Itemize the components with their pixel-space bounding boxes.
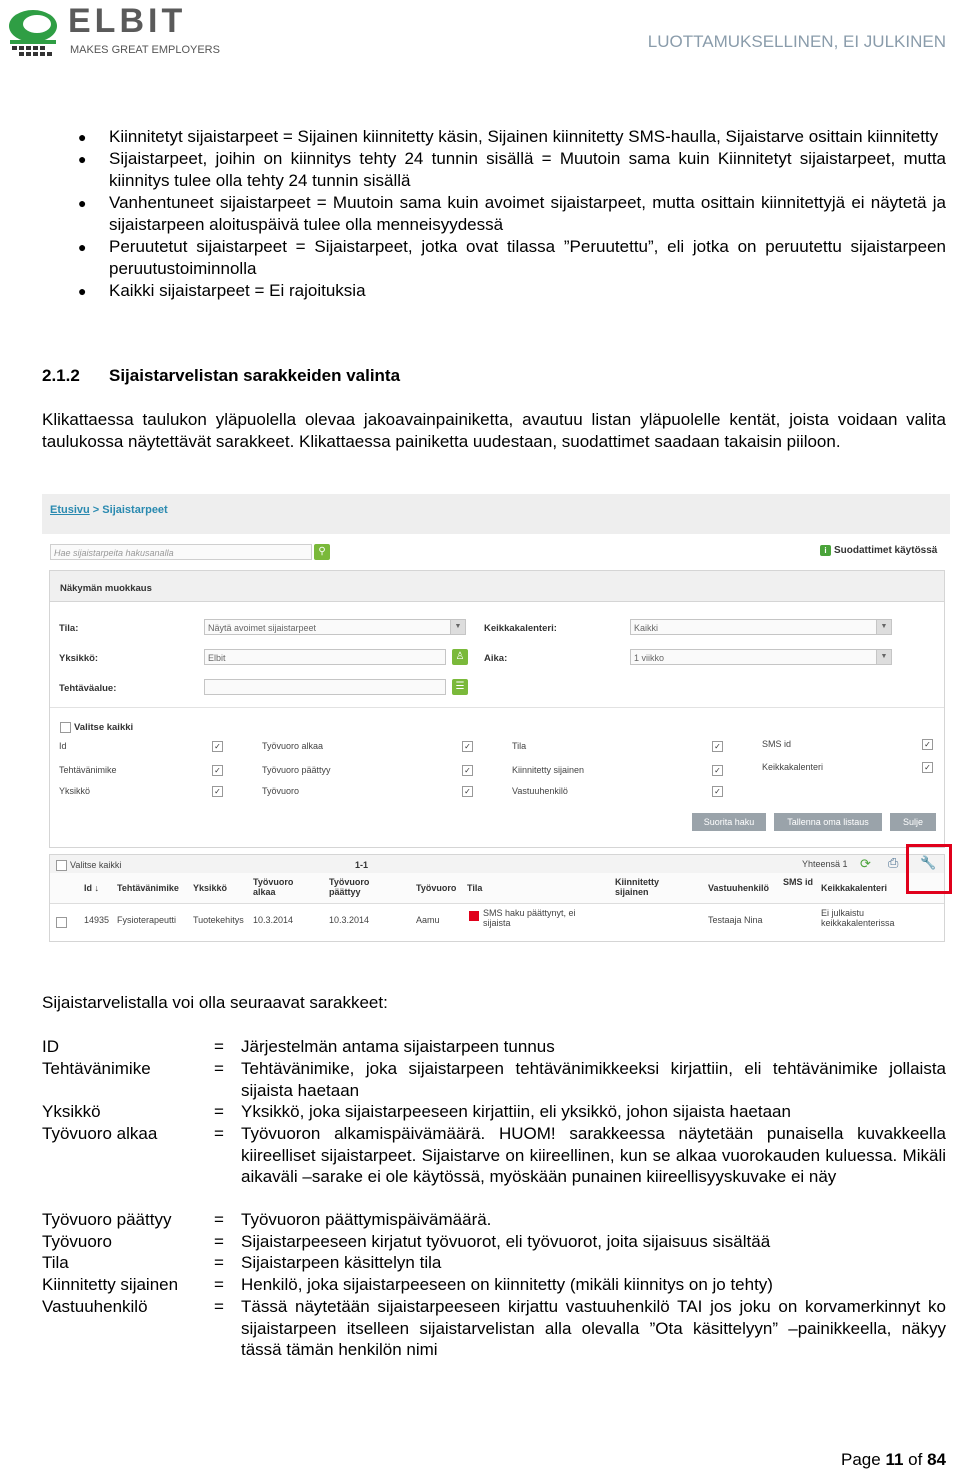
definition-term: Työvuoro	[42, 1232, 112, 1251]
definition-desc: Työvuoron alkamispäivämäärä. HUOM! sarakkeessa näytetään punaisella kuvakkeella kiireelliset sijaistarpeet. Sijaistarve on kiireellinen, kun se alkaa vuorokauden kuluessa. Mikäli aikaväli –sarake ei ole käytössä, myöskään punainen kiireellisyyskuvake ei näy	[241, 1124, 946, 1187]
column-checkbox[interactable]: ✓	[922, 762, 933, 773]
section-number: 2.1.2	[42, 366, 80, 385]
definition-desc: Tehtävänimike, joka sijaistarpeen tehtävänimikkeeksi kirjattiin, eli tehtävänimike jollaista sijaista haetaan	[241, 1059, 946, 1100]
bullet-icon: ●	[78, 129, 87, 145]
column-option-label: Yksikkö	[59, 786, 91, 796]
column-option-label: Keikkakalenteri	[762, 762, 824, 772]
page-number: Page 11 of 84	[841, 1450, 946, 1469]
bullet-list	[78, 126, 946, 302]
column-checkbox[interactable]: ✓	[462, 741, 473, 752]
elbit-logo-icon	[6, 6, 60, 60]
column-header[interactable]: SMS id	[783, 877, 814, 887]
aika-select[interactable]: 1 viikko ▼	[630, 649, 892, 665]
cell-status: SMS haku päättynyt, ei sijaista	[483, 908, 576, 928]
column-checkbox[interactable]: ✓	[212, 765, 223, 776]
cell-responsible: Testaaja Nina	[708, 915, 763, 925]
definition-term: ID	[42, 1037, 59, 1056]
column-option-label: Id	[59, 741, 67, 751]
yksikko-label: Yksikkö:	[59, 653, 99, 664]
filters-link[interactable]: i Suodattimet käytössä	[820, 545, 937, 556]
refresh-icon[interactable]: ⟳	[860, 856, 871, 871]
row-checkbox[interactable]	[56, 917, 67, 928]
search-icon[interactable]: ⚲	[314, 544, 330, 560]
column-checkbox[interactable]: ✓	[712, 786, 723, 797]
pagination: 1-1	[355, 860, 369, 870]
select-all-label: Valitse kaikki	[74, 722, 134, 733]
close-button[interactable]: Sulje	[890, 813, 936, 831]
definition-eq: =	[214, 1275, 224, 1294]
bullet-icon: ●	[78, 283, 87, 299]
cell-id: 14935	[84, 915, 110, 925]
definition-term: Yksikkö	[42, 1102, 101, 1121]
urgent-icon	[469, 911, 479, 921]
tila-label: Tila:	[59, 623, 79, 634]
definition-term: Tehtävänimike	[42, 1059, 151, 1078]
definition-term: Tila	[42, 1253, 69, 1272]
definition-desc: Tässä näytetään sijaistarpeeseen kirjattu vastuuhenkilö TAI jos joku on korvamerkinnyt ko sijaistarpeen itselleen sijaistarvelistan alla olevalla ”Ota käsittelyyn” –painikkeella, näkyy tässä tämän henkilön nimi	[241, 1297, 946, 1360]
bullet-icon: ●	[78, 239, 87, 255]
substitute-table	[49, 854, 945, 942]
breadcrumb-bar	[42, 494, 950, 534]
view-edit-panel	[49, 570, 945, 848]
user-icon[interactable]: ♙	[452, 649, 468, 665]
list-item: ● Kaikki sijaistarpeet = Ei rajoituksia	[78, 281, 366, 300]
definition-term: Kiinnitetty sijainen	[42, 1275, 179, 1294]
column-option-label: Työvuoro päättyy	[262, 765, 331, 775]
column-header[interactable]: Työvuoro päättyy	[329, 877, 370, 897]
list-item: ● Peruutetut sijaistarpeet = Sijaistarpeet, jotka ovat tilassa ”Peruutettu”, eli jotka on peruutettu sijaistarpeen peruutustoiminnolla	[78, 237, 946, 278]
section-paragraph: Klikattaessa taulukon yläpuolella olevaa jakoavainpainiketta, avautuu listan yläpuolelle kentät, joista voidaan valita taulukossa näytettävät sarakkeet. Klikattaessa painiketta uudestaan, suodattimet saadaan takaisin piiloon.	[42, 410, 946, 451]
column-header[interactable]: Työvuoro	[416, 883, 457, 893]
chevron-down-icon: ▼	[450, 620, 465, 634]
list-item: ● Vanhentuneet sijaistarpeet = Muutoin sama kuin avoimet sijaistarpeet, mutta osittain kiinnitettyjä ei näytetä ja sijaistarpeen aloituspäivä tulee olla menneisyydessä	[78, 193, 946, 234]
column-checkbox[interactable]: ✓	[462, 786, 473, 797]
cell-title: Fysioterapeutti	[117, 915, 177, 925]
section-title: Sijaistarvelistan sarakkeiden valinta	[109, 366, 401, 385]
column-checkbox[interactable]: ✓	[212, 741, 223, 752]
definition-eq: =	[214, 1297, 224, 1316]
save-listing-button[interactable]: Tallenna oma listaus	[774, 813, 882, 831]
chevron-down-icon: ▼	[876, 620, 891, 634]
definition-desc: Sijaistarpeeseen kirjatut työvuorot, eli työvuorot, joita sijaisuus sisältää	[241, 1232, 771, 1251]
cell-unit: Tuotekehitys	[193, 915, 244, 925]
highlight-box	[906, 844, 952, 894]
definition-desc: Henkilö, joka sijaistarpeeseen on kiinnitetty (mikäli kiinnitys on jo tehty)	[241, 1275, 773, 1294]
tehtavaalue-field[interactable]	[204, 679, 446, 695]
info-icon: i	[820, 545, 831, 556]
column-option-label: Tila	[512, 741, 527, 751]
definition-eq: =	[214, 1102, 224, 1121]
column-header[interactable]: Yksikkö	[193, 883, 228, 893]
search-input[interactable]: Hae sijaistarpeita hakusanalla	[50, 544, 312, 560]
column-option-label: Tehtävänimike	[59, 765, 117, 775]
cell-end: 10.3.2014	[329, 915, 370, 925]
table-select-all-checkbox[interactable]	[56, 860, 67, 871]
column-header[interactable]: Kiinnitetty sijainen	[615, 877, 659, 897]
definition-eq: =	[214, 1253, 224, 1272]
tila-select[interactable]: Näytä avoimet sijaistarpeet ▼	[204, 619, 466, 635]
cell-calendar: Ei julkaistu keikkakalenterissa	[821, 908, 895, 928]
definition-term: Vastuuhenkilö	[42, 1297, 148, 1316]
column-header[interactable]: Id ↓	[84, 883, 100, 893]
confidentiality-label: LUOTTAMUKSELLINEN, EI JULKINEN	[647, 32, 946, 51]
logo-name: ELBIT	[68, 2, 187, 40]
column-checkbox[interactable]: ✓	[712, 765, 723, 776]
panel-header	[50, 571, 944, 602]
total-count: Yhteensä 1	[802, 859, 848, 869]
embedded-screenshot	[42, 494, 950, 946]
table-select-all-label: Valitse kaikki	[70, 860, 122, 870]
definition-eq: =	[214, 1124, 224, 1143]
chevron-down-icon: ▼	[876, 650, 891, 664]
column-header[interactable]: Keikkakalenteri	[821, 883, 888, 893]
column-option-label: Työvuoro alkaa	[262, 741, 324, 751]
column-option-label: Työvuoro	[262, 786, 300, 796]
keikkakalenteri-select[interactable]: Kaikki ▼	[630, 619, 892, 635]
columns-intro: Sijaistarvelistalla voi olla seuraavat sarakkeet:	[42, 993, 388, 1012]
list-item: ● Sijaistarpeet, joihin on kiinnitys tehty 24 tunnin sisällä = Muutoin sama kuin Kiinnitetyt sijaistarpeet, mutta kiinnitys tulee olla tehty 24 tunnin sisällä	[78, 149, 946, 190]
cell-start: 10.3.2014	[253, 915, 294, 925]
list-icon[interactable]: ☰	[452, 679, 468, 695]
wrench-icon[interactable]: 🔧	[920, 855, 937, 870]
list-item: ● Kiinnitetyt sijaistarpeet = Sijainen kiinnitetty käsin, Sijainen kiinnitetty SMS-haulla, Sijaistarve osittain kiinnitetty	[78, 127, 939, 146]
definition-desc: Työvuoron päättymispäivämäärä.	[241, 1210, 492, 1229]
tehtavaalue-label: Tehtäväalue:	[59, 683, 117, 694]
definition-eq: =	[214, 1059, 224, 1078]
column-option-label: Kiinnitetty sijainen	[512, 765, 585, 775]
breadcrumb-separator: >	[92, 504, 100, 516]
column-option-label: SMS id	[762, 739, 792, 749]
column-header[interactable]: Tila	[467, 883, 483, 893]
bullet-icon: ●	[78, 151, 87, 167]
column-checkbox[interactable]: ✓	[212, 786, 223, 797]
column-option-label: Vastuuhenkilö	[512, 786, 568, 796]
bullet-icon: ●	[78, 195, 87, 211]
definition-desc: Yksikkö, joka sijaistarpeeseen kirjattiin, eli yksikkö, johon sijaista haetaan	[241, 1102, 791, 1121]
column-header[interactable]: Työvuoro alkaa	[253, 877, 294, 897]
divider	[50, 707, 944, 708]
print-icon[interactable]: ⎙	[888, 855, 899, 870]
definition-term: Työvuoro alkaa	[42, 1124, 158, 1143]
definition-eq: =	[214, 1232, 224, 1251]
panel-title: Näkymän muokkaus	[60, 583, 152, 594]
definition-desc: Järjestelmän antama sijaistarpeen tunnus	[241, 1037, 555, 1056]
column-header[interactable]: Vastuuhenkilö	[708, 883, 770, 893]
cell-shift: Aamu	[416, 915, 440, 925]
definition-eq: =	[214, 1210, 224, 1229]
breadcrumb-current: Sijaistarpeet	[102, 504, 168, 516]
definition-term: Työvuoro päättyy	[42, 1210, 172, 1229]
aika-label: Aika:	[484, 653, 508, 664]
column-checkbox[interactable]: ✓	[712, 741, 723, 752]
breadcrumb	[50, 504, 168, 516]
yksikko-field[interactable]: Elbit	[204, 649, 446, 665]
column-checkbox[interactable]: ✓	[922, 739, 933, 750]
definition-eq: =	[214, 1037, 224, 1056]
select-all-checkbox[interactable]	[60, 722, 71, 733]
breadcrumb-home-link[interactable]: Etusivu	[50, 504, 90, 516]
column-checkbox[interactable]: ✓	[462, 765, 473, 776]
definition-desc: Sijaistarpeen käsittelyn tila	[241, 1253, 442, 1272]
column-header[interactable]: Tehtävänimike	[117, 883, 179, 893]
run-search-button[interactable]: Suorita haku	[692, 813, 766, 831]
logo-tagline: MAKES GREAT EMPLOYERS	[70, 44, 220, 56]
keikkakalenteri-label: Keikkakalenteri:	[484, 623, 557, 634]
